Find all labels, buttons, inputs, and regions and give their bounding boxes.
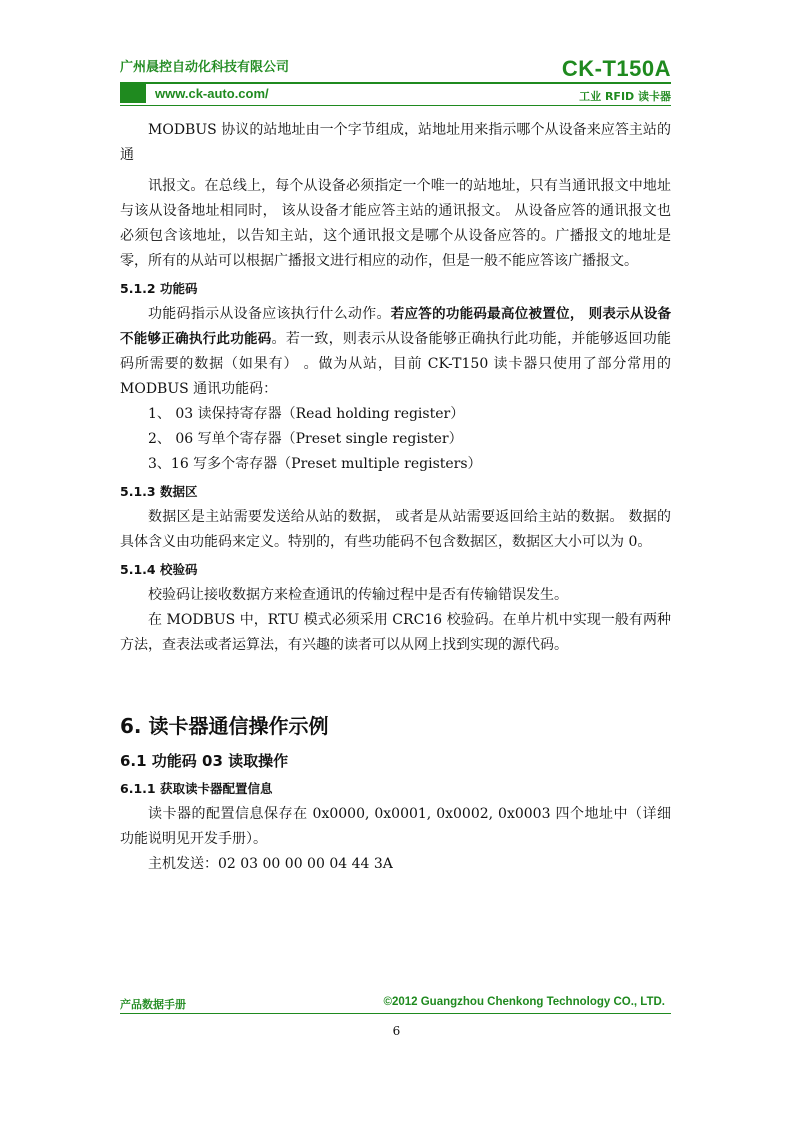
- footer-divider: [120, 1013, 671, 1014]
- heading-6-1-1: 6.1.1 获取读卡器配置信息: [120, 781, 273, 796]
- header-url-link[interactable]: www.ck-auto.com/: [155, 86, 269, 101]
- function-code-bold: 若应答的功能码最高位被置位， 则表示从设备不能够正确执行此功能码: [120, 306, 671, 347]
- heading-5-1-2: 5.1.2 功能码: [120, 281, 198, 296]
- header-model: CK-T150A: [561, 56, 671, 81]
- paragraph-check-2: 在 MODBUS 中，RTU 模式必须采用 CRC16 校验码。在单片机中实现一般有两种方法，查表法或者运算法，有兴趣的读者可以从网上找到实现的源代码。: [120, 612, 671, 653]
- header-subtitle: 工业 RFID 读卡器: [579, 90, 671, 103]
- paragraph-check-1: 校验码让接收数据方来检查通讯的传输过程中是否有传输错误发生。: [148, 587, 568, 603]
- paragraph-address-1: MODBUS 协议的站地址由一个字节组成，站地址用来指示哪个从设备来应答主站的通: [120, 122, 671, 163]
- header-company: 广州晨控自动化科技有限公司: [120, 60, 290, 75]
- heading-6-1: 6.1 功能码 03 读取操作: [120, 752, 289, 770]
- heading-6: 6. 读卡器通信操作示例: [120, 714, 329, 738]
- function-code-text-a: 功能码指示从设备应该执行什么动作。: [148, 306, 391, 322]
- heading-5-1-3: 5.1.3 数据区: [120, 484, 198, 499]
- paragraph-host-send: 主机发送：02 03 00 00 00 04 44 3A: [148, 856, 393, 872]
- heading-5-1-4: 5.1.4 校验码: [120, 562, 198, 577]
- function-code-list: [120, 402, 671, 477]
- list-item: 3、16 写多个寄存器（Preset multiple registers）: [148, 456, 482, 472]
- header-divider-top: [120, 82, 671, 84]
- list-item: 2、 06 写单个寄存器（Preset single register）: [148, 431, 463, 447]
- page-number: 6: [392, 1024, 401, 1038]
- paragraph-address-2: 讯报文。在总线上，每个从设备必须指定一个唯一的站地址，只有当通讯报文中地址与该从设备地址相同时， 该从设备才能应答主站的通讯报文。 从设备应答的通讯报文也必须包含该地址，以告知主站，这个通讯报文是哪个从设备应答的。广播报文的地址是零，所有的从站可以根据广播报文进行相应的动作，但是一般不能应答该广播报文。: [120, 178, 671, 269]
- list-item: 1、 03 读保持寄存器（Read holding register）: [148, 406, 465, 422]
- page-content: [120, 118, 671, 877]
- header-logo-block: [120, 84, 146, 103]
- paragraph-config-info: 读卡器的配置信息保存在 0x0000, 0x0001, 0x0002, 0x0003 四个地址中（详细功能说明见开发手册）。: [120, 806, 671, 847]
- paragraph-function-code: [120, 302, 671, 402]
- header-divider-bottom: [120, 105, 671, 106]
- function-code-text-b: 。若一致，则表示从设备能够正确执行此功能，并能够返回功能码所需要的数据（如果有） 。做为从站，目前 CK-T150 读卡器只使用了部分常用的 MODBUS 通讯功能码：: [120, 331, 672, 397]
- paragraph-data-area: 数据区是主站需要发送给从站的数据， 或者是从站需要返回给主站的数据。 数据的具体含义由功能码来定义。特别的，有些功能码不包含数据区，数据区大小可以为 0。: [120, 509, 671, 550]
- footer-doc-type: 产品数据手册: [120, 998, 186, 1011]
- footer-copyright: ©2012 Guangzhou Chenkong Technology CO., LTD.: [383, 996, 665, 1008]
